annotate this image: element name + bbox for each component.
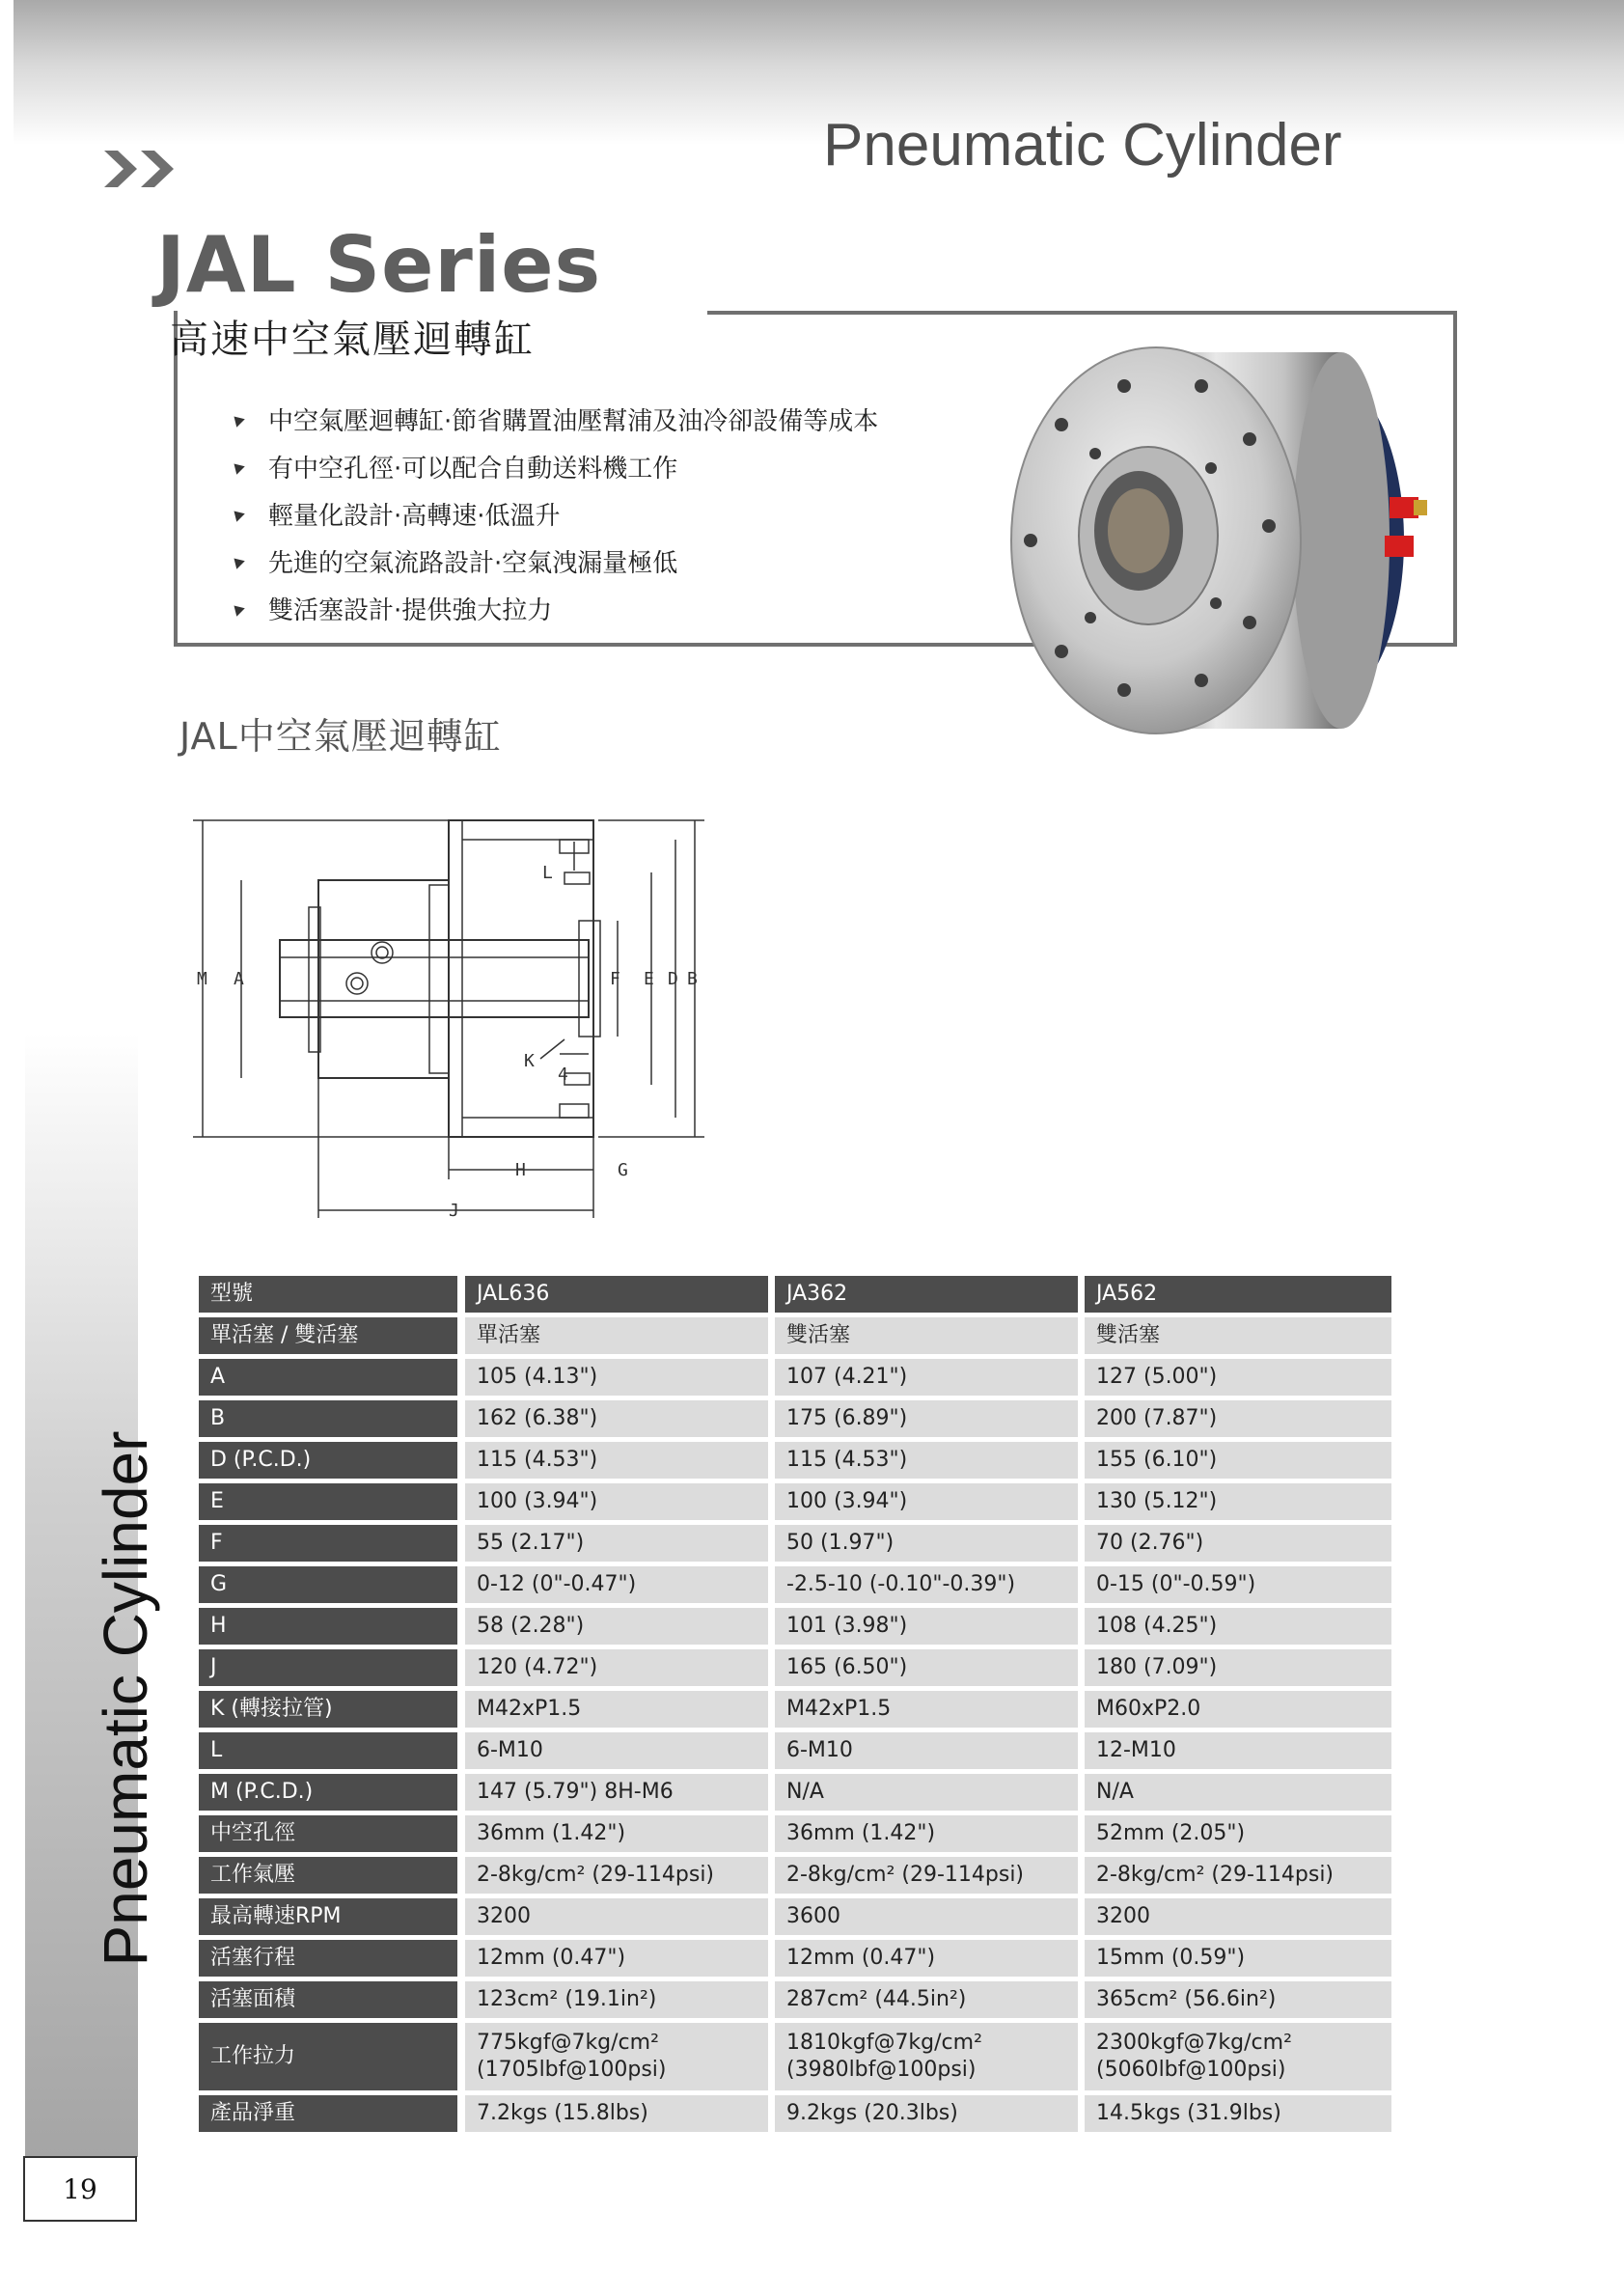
row-value: 36mm (1.42") [775,1815,1078,1852]
table-row [199,1732,1391,1769]
row-label: F [199,1525,457,1562]
row-value: 14.5kgs (31.9lbs) [1085,2095,1391,2132]
row-value: 115 (4.53") [465,1442,768,1479]
row-value: 7.2kgs (15.8lbs) [465,2095,768,2132]
table-row [199,1940,1391,1977]
row-value: 6-M10 [465,1732,768,1769]
row-value: 雙活塞 [1085,1317,1391,1354]
row-value: 3200 [1085,1898,1391,1935]
row-label: 工作拉力 [199,2023,457,2090]
table-row [199,1525,1391,1562]
row-value: 15mm (0.59") [1085,1940,1391,1977]
row-value: 3600 [775,1898,1078,1935]
row-value: 9.2kgs (20.3lbs) [775,2095,1078,2132]
row-value: 1810kgf@7kg/cm² (3980lbf@100psi) [775,2023,1078,2090]
feature-item: 雙活塞設計·提供強大拉力 [232,585,878,632]
dim-label-4: 4 [558,1065,568,1085]
table-row [199,2095,1391,2132]
row-label: E [199,1483,457,1520]
dim-label-g: G [618,1160,628,1180]
table-row [199,1649,1391,1686]
triangle-bullet-icon [230,507,245,522]
row-value: 147 (5.79") 8H-M6 [465,1774,768,1811]
row-value: 6-M10 [775,1732,1078,1769]
table-row [199,1359,1391,1396]
row-label: G [199,1566,457,1603]
row-value: 115 (4.53") [775,1442,1078,1479]
row-value: N/A [1085,1774,1391,1811]
row-label: J [199,1649,457,1686]
feature-item: 先進的空氣流路設計·空氣洩漏量極低 [232,538,878,585]
row-label: 活塞面積 [199,1981,457,2018]
feature-list [232,396,878,632]
dim-label-l: L [542,863,553,883]
row-value: 12mm (0.47") [465,1940,768,1977]
row-value: M42xP1.5 [775,1691,1078,1728]
dim-label-m: M [197,969,207,989]
table-row [199,1857,1391,1894]
row-value: 0-15 (0"-0.59") [1085,1566,1391,1603]
table-header-cell: 型號 [199,1276,457,1313]
row-label: 最高轉速RPM [199,1898,457,1935]
dim-label-k: K [524,1051,535,1071]
side-section-label: Pneumatic Cylinder [91,1430,160,1967]
row-label: 中空孔徑 [199,1815,457,1852]
table-row [199,1691,1391,1728]
table-row [199,1400,1391,1437]
row-label: A [199,1359,457,1396]
table-header-cell: JA562 [1085,1276,1391,1313]
row-value: 2-8kg/cm² (29-114psi) [1085,1857,1391,1894]
row-label: B [199,1400,457,1437]
series-title: JAL Series [156,220,602,310]
table-row [199,1317,1391,1354]
dim-label-e: E [644,969,654,989]
row-value: 36mm (1.42") [465,1815,768,1852]
row-value: 105 (4.13") [465,1359,768,1396]
feature-frame-top-line [707,311,1457,315]
table-header-row [199,1276,1391,1313]
table-row [199,1898,1391,1935]
row-label: L [199,1732,457,1769]
row-label: D (P.C.D.) [199,1442,457,1479]
row-value: 175 (6.89") [775,1400,1078,1437]
row-value: 2-8kg/cm² (29-114psi) [465,1857,768,1894]
row-value: 12mm (0.47") [775,1940,1078,1977]
table-row [199,1981,1391,2018]
row-value: 775kgf@7kg/cm² (1705lbf@100psi) [465,2023,768,2090]
drawing-title: JAL中空氣壓迴轉缸 [179,715,502,758]
row-value: 107 (4.21") [775,1359,1078,1396]
dim-label-j: J [449,1201,459,1221]
row-value: 120 (4.72") [465,1649,768,1686]
top-gradient-band [14,0,1624,145]
row-label: H [199,1608,457,1645]
series-subtitle: 高速中空氣壓迴轉缸 [170,318,535,362]
row-value: 127 (5.00") [1085,1359,1391,1396]
row-label: 工作氣壓 [199,1857,457,1894]
row-label: K (轉接拉管) [199,1691,457,1728]
triangle-bullet-icon [230,412,245,428]
double-chevron-icon [104,147,185,191]
table-header-cell: JAL636 [465,1276,768,1313]
row-value: 200 (7.87") [1085,1400,1391,1437]
row-value: 101 (3.98") [775,1608,1078,1645]
row-label: 產品淨重 [199,2095,457,2132]
page-header-title: Pneumatic Cylinder [823,112,1342,179]
row-label: 活塞行程 [199,1940,457,1977]
row-value: 130 (5.12") [1085,1483,1391,1520]
table-row [199,1566,1391,1603]
table-row [199,1442,1391,1479]
table-header-cell: JA362 [775,1276,1078,1313]
dim-label-f: F [610,969,620,989]
triangle-bullet-icon [230,459,245,475]
table-row [199,1774,1391,1811]
row-value: 55 (2.17") [465,1525,768,1562]
row-value: 365cm² (56.6in²) [1085,1981,1391,2018]
row-value: 12-M10 [1085,1732,1391,1769]
row-value: -2.5-10 (-0.10"-0.39") [775,1566,1078,1603]
row-value: 100 (3.94") [775,1483,1078,1520]
feature-item: 中空氣壓迴轉缸·節省購置油壓幫浦及油冷卻設備等成本 [232,396,878,443]
row-value: 123cm² (19.1in²) [465,1981,768,2018]
table-row [199,1815,1391,1852]
dim-label-a: A [234,969,244,989]
product-photo [994,333,1447,748]
row-value: 100 (3.94") [465,1483,768,1520]
row-value: M60xP2.0 [1085,1691,1391,1728]
triangle-bullet-icon [230,601,245,617]
row-value: 108 (4.25") [1085,1608,1391,1645]
table-row [199,1483,1391,1520]
row-value: 0-12 (0"-0.47") [465,1566,768,1603]
row-value: 165 (6.50") [775,1649,1078,1686]
row-value: 155 (6.10") [1085,1442,1391,1479]
row-value: 50 (1.97") [775,1525,1078,1562]
row-value: 287cm² (44.5in²) [775,1981,1078,2018]
dim-label-d: D [668,969,678,989]
dim-label-b: B [687,969,698,989]
row-value: 70 (2.76") [1085,1525,1391,1562]
row-value: N/A [775,1774,1078,1811]
row-label: 單活塞 / 雙活塞 [199,1317,457,1354]
row-value: M42xP1.5 [465,1691,768,1728]
row-label: M (P.C.D.) [199,1774,457,1811]
row-value: 雙活塞 [775,1317,1078,1354]
row-value: 52mm (2.05") [1085,1815,1391,1852]
row-value: 162 (6.38") [465,1400,768,1437]
feature-item: 有中空孔徑·可以配合自動送料機工作 [232,443,878,490]
table-row [199,2023,1391,2090]
row-value: 2300kgf@7kg/cm² (5060lbf@100psi) [1085,2023,1391,2090]
triangle-bullet-icon [230,554,245,569]
row-value: 3200 [465,1898,768,1935]
page-number: 19 [23,2156,137,2222]
table-row [199,1608,1391,1645]
row-value: 2-8kg/cm² (29-114psi) [775,1857,1078,1894]
feature-item: 輕量化設計·高轉速·低溫升 [232,490,878,538]
technical-drawing [193,813,811,1228]
row-value: 單活塞 [465,1317,768,1354]
row-value: 58 (2.28") [465,1608,768,1645]
dim-label-h: H [515,1160,526,1180]
row-value: 180 (7.09") [1085,1649,1391,1686]
